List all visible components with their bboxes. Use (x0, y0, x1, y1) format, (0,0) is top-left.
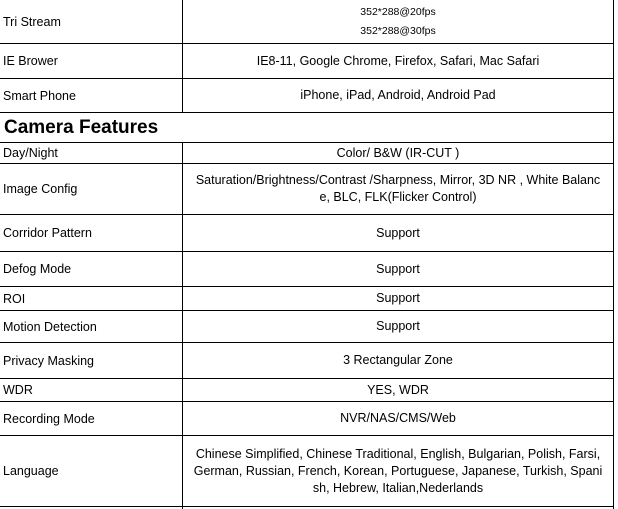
row-value-line: 352*288@20fps (360, 5, 436, 18)
row-label: Recording Mode (3, 411, 95, 426)
row-label: Day/Night (3, 146, 58, 160)
row-value (183, 79, 613, 112)
row-label: Smart Phone (3, 88, 76, 103)
row-value-line: sh, Hebrew, Italian,Nederlands (312, 480, 484, 495)
row-value (183, 164, 613, 214)
row-value (183, 44, 613, 78)
row-label: Corridor Pattern (3, 226, 92, 240)
row-value (183, 252, 613, 286)
row-value-line: Support (376, 261, 420, 276)
row-label: WDR (3, 383, 33, 397)
row-label: IE Brower (3, 54, 58, 68)
row-value (183, 311, 613, 342)
table-row (0, 252, 614, 287)
row-label: Tri Stream (3, 14, 61, 29)
row-value-line: IE8-11, Google Chrome, Firefox, Safari, Mac Safari (256, 53, 540, 68)
row-label: Motion Detection (3, 319, 97, 334)
table-row (0, 402, 614, 436)
table-row (0, 343, 614, 379)
row-value-line: Color/ B&W (IR-CUT ) (336, 145, 460, 160)
row-value-line: Chinese Simplified, Chinese Traditional, English, Bulgarian, Polish, Farsi, (195, 446, 601, 461)
row-value (183, 343, 613, 378)
row-label: Privacy Masking (3, 353, 94, 368)
row-label: Defog Mode (3, 262, 72, 276)
row-value-line: Saturation/Brightness/Contrast /Sharpness, Mirror, 3D NR , White Balanc (195, 173, 601, 187)
row-value (183, 143, 613, 163)
row-value-line: e, BLC, FLK(Flicker Control) (319, 190, 477, 204)
row-value (183, 402, 613, 435)
row-value-line: YES, WDR (367, 382, 429, 397)
row-value-line: 3 Rectangular Zone (343, 353, 453, 367)
row-value (183, 215, 613, 251)
table-row (0, 379, 614, 402)
row-value-line: NVR/NAS/CMS/Web (340, 411, 456, 425)
table-row (0, 215, 614, 252)
row-value-line: Support (376, 291, 420, 305)
row-label: Language (3, 464, 59, 478)
row-value-line: iPhone, iPad, Android, Android Pad (300, 88, 496, 102)
row-value-line: German, Russian, French, Korean, Portuguese, Japanese, Turkish, Spani (193, 463, 603, 478)
table-row (0, 143, 614, 164)
row-label: ROI (3, 291, 26, 306)
table-row (0, 436, 614, 507)
row-value (183, 379, 613, 401)
row-value-line: 352*288@30fps (360, 24, 436, 37)
row-label: Image Config (3, 182, 78, 196)
table-row (0, 164, 614, 215)
section-header (0, 113, 614, 143)
table-row (0, 311, 614, 343)
row-value (183, 287, 613, 310)
row-value (183, 0, 613, 43)
section-title: Camera Features (4, 116, 159, 138)
row-value (183, 436, 613, 506)
row-value-line: Support (376, 225, 420, 240)
table-row (0, 79, 614, 113)
table-row (0, 0, 614, 44)
row-value-line: Support (376, 319, 420, 333)
table-row (0, 287, 614, 311)
table-row (0, 44, 614, 79)
